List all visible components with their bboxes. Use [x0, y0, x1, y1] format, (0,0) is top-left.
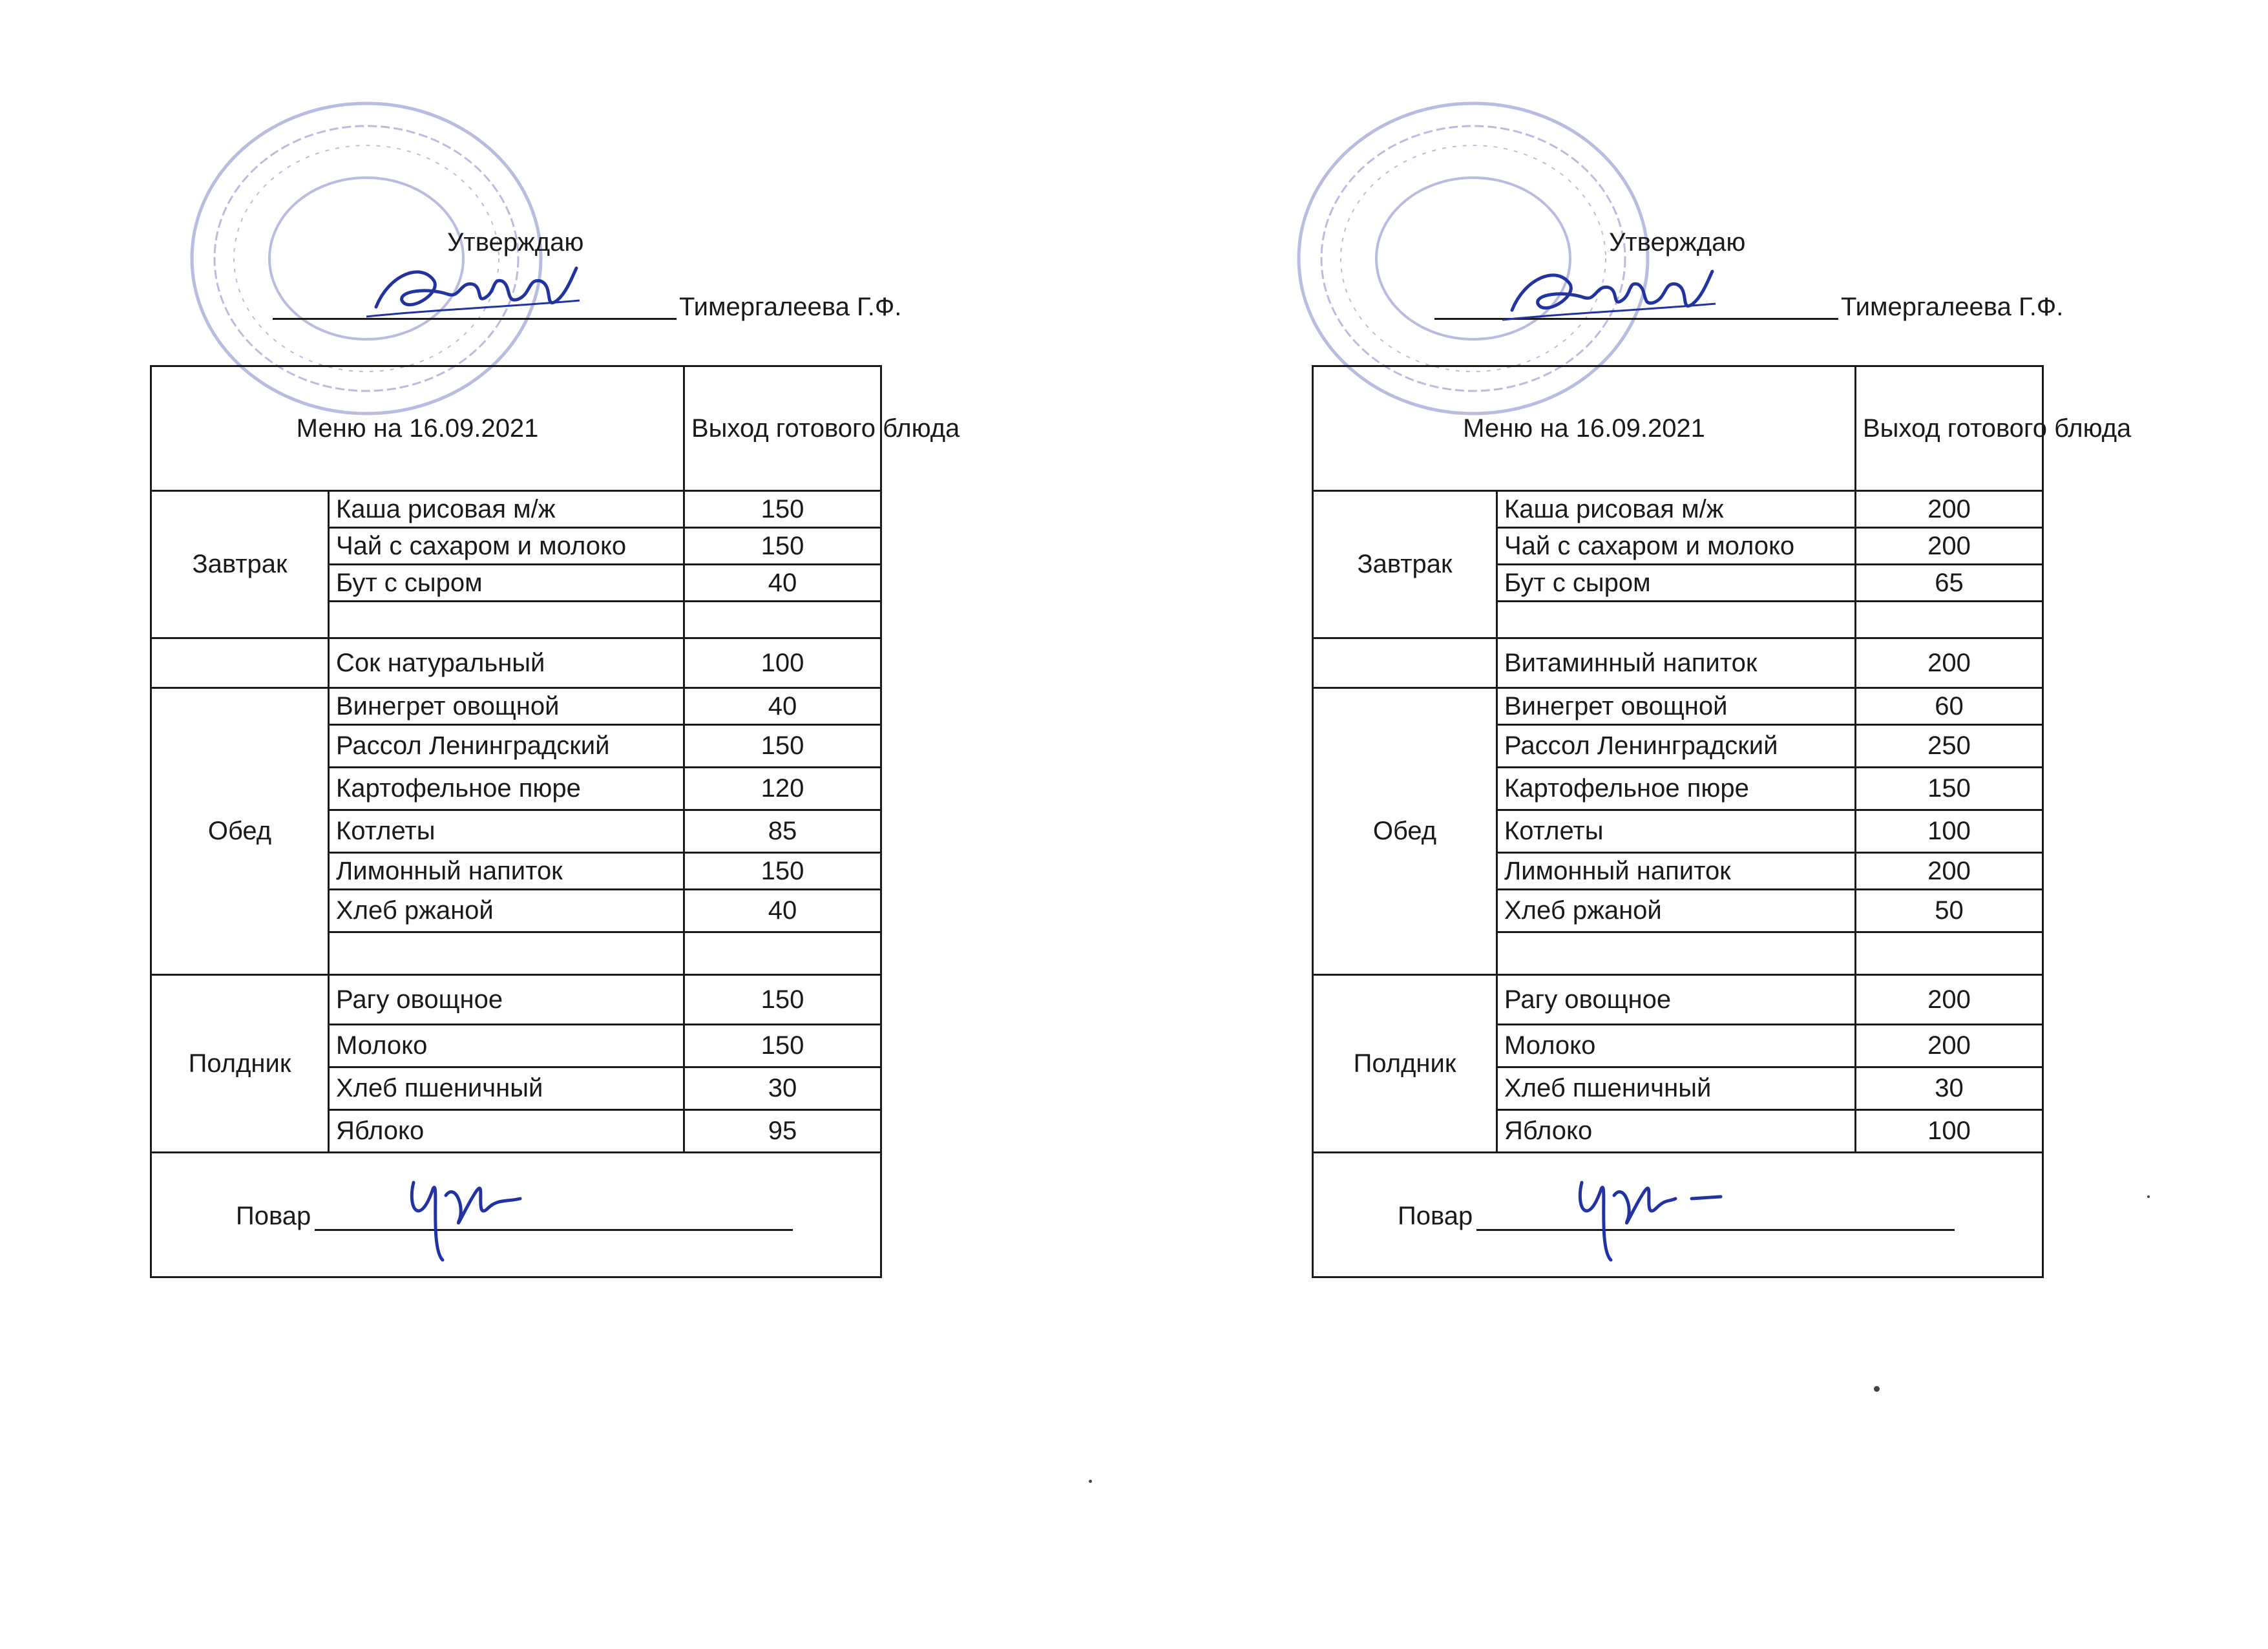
dish-output: 250: [1856, 725, 2043, 768]
dish-output: 40: [684, 688, 881, 725]
approver-name: Тимергалеева Г.Ф.: [1841, 293, 2064, 321]
dish-name: Молоко: [329, 1025, 684, 1067]
cook-label: Повар: [236, 1202, 311, 1230]
menu-table-left: [150, 365, 960, 1278]
meal-breakfast: Завтрак: [151, 491, 329, 638]
dish-output: [1856, 932, 2043, 975]
dish-output: 200: [1856, 528, 2043, 565]
output-header: Выход готового блюда: [684, 366, 881, 491]
dish-name: Хлеб ржаной: [329, 890, 684, 932]
cook-signature: [1562, 1170, 1730, 1266]
dish-name: Котлеты: [329, 810, 684, 853]
menu-card-left: [150, 0, 960, 1292]
dish-output: [684, 602, 881, 638]
menu-title: Меню на 16.09.2021: [151, 366, 684, 491]
dish-output: 120: [684, 768, 881, 810]
dish-output: 30: [684, 1067, 881, 1110]
dish-output: 200: [1856, 1025, 2043, 1067]
dish-output: 200: [1856, 975, 2043, 1025]
cook-underline: [315, 1207, 793, 1231]
dish-name: Лимонный напиток: [1497, 853, 1856, 890]
director-signature: [363, 255, 583, 326]
dish-name: Картофельное пюре: [1497, 768, 1856, 810]
menu-title: Меню на 16.09.2021: [1313, 366, 1856, 491]
scan-speck: [1089, 1480, 1092, 1483]
meal-snack: Полдник: [151, 975, 329, 1153]
director-signature: [1499, 258, 1719, 330]
dish-name: Яблоко: [329, 1110, 684, 1153]
dish-output: 200: [1856, 638, 2043, 688]
meal-second-breakfast: [151, 638, 329, 688]
dish-output: 150: [684, 528, 881, 565]
dish-name: [1497, 932, 1856, 975]
dish-name: Сок натуральный: [329, 638, 684, 688]
scan-speck: [1874, 1386, 1880, 1392]
dish-name: Каша рисовая м/ж: [1497, 491, 1856, 528]
dish-output: 50: [1856, 890, 2043, 932]
dish-name: Винегрет овощной: [329, 688, 684, 725]
dish-name: Рагу овощное: [329, 975, 684, 1025]
dish-name: [329, 602, 684, 638]
dish-output: 150: [684, 1025, 881, 1067]
dish-output: 200: [1856, 491, 2043, 528]
dish-output: 150: [684, 725, 881, 768]
dish-name: Бут с сыром: [329, 565, 684, 602]
output-header: Выход готового блюда: [1856, 366, 2043, 491]
cook-label: Повар: [1398, 1202, 1473, 1230]
dish-name: Рассол Ленинградский: [1497, 725, 1856, 768]
dish-output: 200: [1856, 853, 2043, 890]
cook-signature: [394, 1170, 523, 1266]
dish-output: 100: [1856, 810, 2043, 853]
cook-signature-cell: [1313, 1153, 2043, 1277]
dish-name: Хлеб пшеничный: [329, 1067, 684, 1110]
dish-output: 150: [684, 975, 881, 1025]
dish-output: 95: [684, 1110, 881, 1153]
approver-name: Тимергалеева Г.Ф.: [679, 293, 902, 321]
dish-output: 40: [684, 565, 881, 602]
dish-output: 100: [684, 638, 881, 688]
dish-output: 150: [684, 491, 881, 528]
dish-output: 30: [1856, 1067, 2043, 1110]
dish-output: 150: [1856, 768, 2043, 810]
cook-signature-cell: [151, 1153, 881, 1277]
scan-speck: [2147, 1195, 2150, 1198]
dish-output: 60: [1856, 688, 2043, 725]
dish-name: Витаминный напиток: [1497, 638, 1856, 688]
dish-output: 85: [684, 810, 881, 853]
meal-lunch: Обед: [1313, 688, 1497, 975]
dish-output: [684, 932, 881, 975]
dish-name: Рассол Ленинградский: [329, 725, 684, 768]
dish-output: 65: [1856, 565, 2043, 602]
dish-name: Чай с сахаром и молоко: [329, 528, 684, 565]
dish-name: [1497, 602, 1856, 638]
dish-name: Картофельное пюре: [329, 768, 684, 810]
menu-card-right: [1312, 0, 2132, 1292]
dish-output: 150: [684, 853, 881, 890]
dish-name: Хлеб ржаной: [1497, 890, 1856, 932]
dish-output: 100: [1856, 1110, 2043, 1153]
menu-table-right: [1312, 365, 2132, 1278]
dish-name: Рагу овощное: [1497, 975, 1856, 1025]
dish-name: Винегрет овощной: [1497, 688, 1856, 725]
dish-name: Яблоко: [1497, 1110, 1856, 1153]
dish-name: Лимонный напиток: [329, 853, 684, 890]
approve-title: Утверждаю: [1609, 228, 1746, 257]
dish-name: Бут с сыром: [1497, 565, 1856, 602]
dish-name: Каша рисовая м/ж: [329, 491, 684, 528]
approve-title: Утверждаю: [447, 228, 584, 257]
meal-snack: Полдник: [1313, 975, 1497, 1153]
meal-breakfast: Завтрак: [1313, 491, 1497, 638]
dish-name: Котлеты: [1497, 810, 1856, 853]
dish-name: Чай с сахаром и молоко: [1497, 528, 1856, 565]
meal-lunch: Обед: [151, 688, 329, 975]
dish-name: Молоко: [1497, 1025, 1856, 1067]
dish-output: [1856, 602, 2043, 638]
meal-second-breakfast: [1313, 638, 1497, 688]
dish-name: [329, 932, 684, 975]
dish-output: 40: [684, 890, 881, 932]
dish-name: Хлеб пшеничный: [1497, 1067, 1856, 1110]
